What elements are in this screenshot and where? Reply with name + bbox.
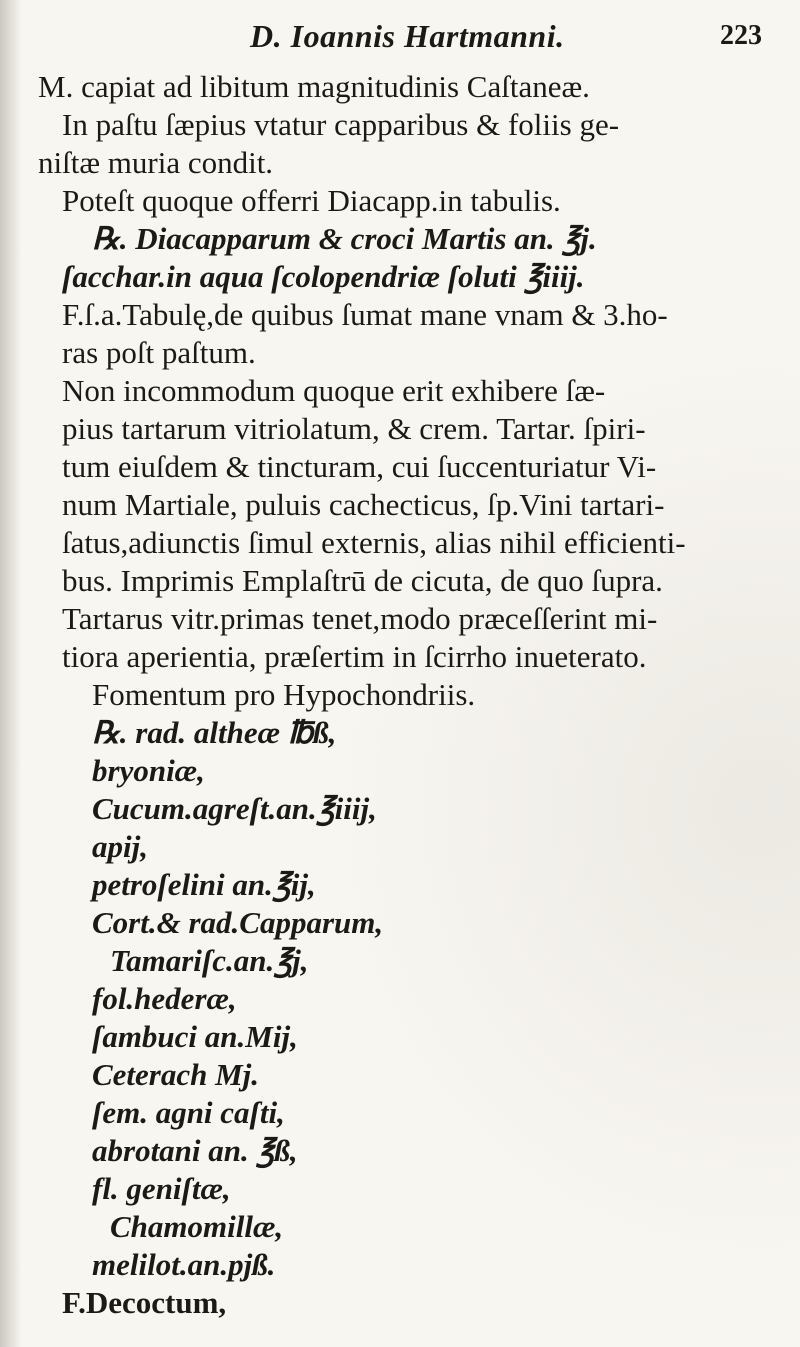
recipe-line: Cort.& rad.Capparum, — [92, 905, 384, 940]
text-line: In paſtu ſæpius vtatur capparibus & foliis ge- — [62, 107, 620, 142]
recipe-line: Chamomillæ, — [110, 1209, 284, 1244]
recipe-line: fol.hederæ, — [92, 981, 237, 1016]
recipe-line: melilot.an.pjß. — [92, 1247, 276, 1282]
recipe-line: ℞. Diacapparum & croci Martis an. ℥j. — [92, 221, 597, 256]
recipe-line: ſacchar.in aqua ſcolopendriæ ſoluti ℥iiij. — [62, 259, 585, 294]
text-line: tum eiuſdem & tincturam, cui ſuccenturiatur Vi- — [62, 449, 657, 484]
recipe-line: Ceterach Mj. — [92, 1057, 260, 1092]
text-line: tiora aperientia, præſertim in ſcirrho inueterato. — [62, 639, 647, 674]
text-line: Tartarus vitr.primas tenet,modo præceſſerint mi- — [62, 601, 658, 636]
text-line: Poteſt quoque offerri Diacapp.in tabulis. — [62, 183, 561, 218]
recipe-line: petroſelini an.℥ij, — [92, 867, 316, 902]
recipe-line: ſambuci an.Mij, — [92, 1019, 298, 1054]
recipe-line: fl. geniſtæ, — [92, 1171, 231, 1206]
recipe-line: bryoniæ, — [92, 753, 205, 788]
recipe-line: Tamariſc.an.℥j, — [110, 943, 309, 978]
text-line: niſtæ muria condit. — [38, 145, 274, 180]
recipe-line: abrotani an. ℥ß, — [92, 1133, 298, 1168]
text-line: ras poſt paſtum. — [62, 335, 256, 370]
text-line: pius tartarum vitriolatum, & crem. Tartar. ſpiri- — [62, 411, 646, 446]
text-line: F.Decoctum, — [62, 1285, 227, 1320]
recipe-line: ſem. agni caſti, — [92, 1095, 285, 1130]
recipe-line: apij, — [92, 829, 148, 864]
text-line: Non incommodum quoque erit exhibere ſæ- — [62, 373, 606, 408]
text-line: M. capiat ad libitum magnitudinis Caſtaneæ. — [38, 69, 590, 104]
text-line: ſatus,adiunctis ſimul externis, alias nihil efficienti- — [62, 525, 686, 560]
running-header — [0, 18, 800, 62]
running-title: D. Ioannis Hartmanni. — [250, 18, 565, 54]
text-line: bus. Imprimis Emplaſtrū de cicuta, de quo ſupra. — [62, 563, 663, 598]
page-number: 223 — [720, 20, 762, 51]
recipe-line: Cucum.agreſt.an.℥iiij, — [92, 791, 377, 826]
section-heading: Fomentum pro Hypochondriis. — [92, 677, 476, 712]
spine-shadow — [0, 0, 22, 1347]
recipe-line: ℞. rad. altheæ ℔ß, — [92, 715, 337, 750]
text-line: num Martiale, puluis cachecticus, ſp.Vini tartari- — [62, 487, 665, 522]
text-line: F.ſ.a.Tabulę,de quibus ſumat mane vnam & 3.ho- — [62, 297, 668, 332]
